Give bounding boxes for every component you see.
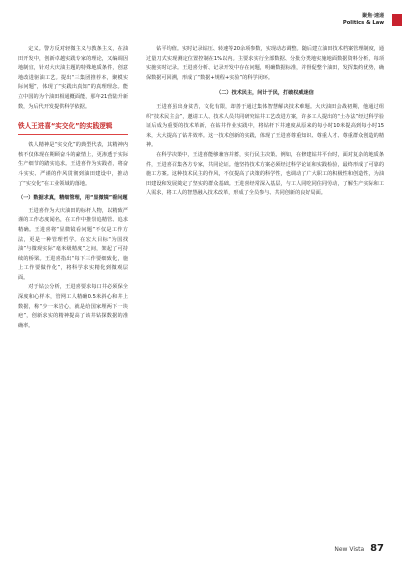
section-color-bar bbox=[392, 14, 402, 26]
subsection-heading: （二）技术民主，问计于民，打破权威迷信 bbox=[216, 90, 314, 97]
page-footer bbox=[334, 543, 384, 554]
section-title-en: Politics & Law bbox=[342, 20, 384, 26]
body-paragraph: 王进喜作为大庆油田的标杆人物，以精致严谨的工作态度闻名，在工作中推崇追精管、追求精确。王进喜将“显微镜看问题”不仅是工作方法，更是一种管理哲学。在宏大目标“为国找油”与微观实际“毫米级精度”之间，架起了可持续的桥梁。王进喜指出“每下三作要细致化，施上工作要做作化”，将科学求实精化到微观层面。 bbox=[18, 207, 128, 281]
body-paragraph: 钻平均值。实时记录钻压、转速等20余项参数，实现动态调整。随后建立油田技术档案管理制度，通过量刀式实现测定位置控制在1%以内。主要求实行全部数据、分批分类地实施地面数据资料分析，每项实施实时记录。王进喜分析、记录开发中存在问题，明确数据标准，并督促整个油田，发挥集约优势，确保数据可回溯，形成了“数据+规程+实验”的科学闭环。 bbox=[146, 46, 384, 81]
left-column bbox=[18, 45, 128, 331]
section-heading: 铁人王进喜“实交化”的实践逻辑 bbox=[18, 121, 128, 135]
magazine-name: New Vista bbox=[334, 546, 365, 553]
page-number: 87 bbox=[370, 543, 384, 554]
subsection-heading: （一）数据求真，精细管理，用“显微镜”看问题 bbox=[18, 195, 128, 202]
right-column bbox=[146, 45, 384, 199]
section-title-cn: 聚焦·速递 bbox=[362, 13, 384, 19]
body-paragraph: 铁人精神是“实交化”的典型代表，其精神内核不仅体现在期顾奋斗的豪情上，更渗透于实际生产细节的踏实追求。王进喜作为实践者，将奋斗实实、严谨的作风贯彻到油田建设中，推动了“实交化”在工业领域的落地。 bbox=[18, 142, 128, 187]
body-paragraph: 在科学决策中，王进喜能够兼容并蓄，实行民主决策。例如，在修建钻井平台时，面对复杂的地质条件，王进喜召集各方专家，共同论证。他坚持技术方案必须经过科学论证和实践检验，最终形成了可靠的施工方案。这种技术民主的作风，不仅提高了决策的科学性，也调动了广大职工的积极性和创造性，为油田建设和发展奠定了坚实的群众基础。王进喜经常深入基层，与工人同吃同住同劳动，了解生产实际和工人需求，将工人的智慧融入技术改革，形成了全员参与、共同创新的良好局面。 bbox=[146, 151, 384, 197]
page-header bbox=[343, 12, 384, 26]
body-paragraph: 王进喜虽出身贫苦，文化有限，却善于通过集体智慧解决技术难题。大庆油田会战初期，他通过组织“技术民主会”，邀请工人、技术人员共同研究钻井工艺改进方案，许多工人提出的“土办法”经过科学验证后成为重要的技术革新，在钻井作业实践中，将钻杆下井速度从原来的每小时10米提高到每小时15米，大大提高了钻井效率。这一技术创新的实践，体现了王进喜尊重知识、尊重人才、尊重群众创造的精神。 bbox=[146, 103, 384, 149]
body-paragraph: 对于钻公分析，王进喜要求每口井必须保全深度和心样本，管网工人精确0.5米斜心和井上数据，称“少一米岩心，就是给国家埋两下一块疤”，创新求实的精神提高了该井钻探数据的准确率。 bbox=[18, 284, 128, 329]
intro-paragraph: 定义。警方反对轻微主义与教条主义，在油田开发中，创新卓越实践专家的理论，又编调因地制宜，针对大庆油主题的特殊地质条件，创意地改进驱油工艺。提出“三集团推荐本，聚模实际问题”，体现了“实践出真知”的真理理念。能立中国的为个油田相通概面能，那年21营陆升新数，为后代开发提供科学依据。 bbox=[18, 46, 128, 110]
